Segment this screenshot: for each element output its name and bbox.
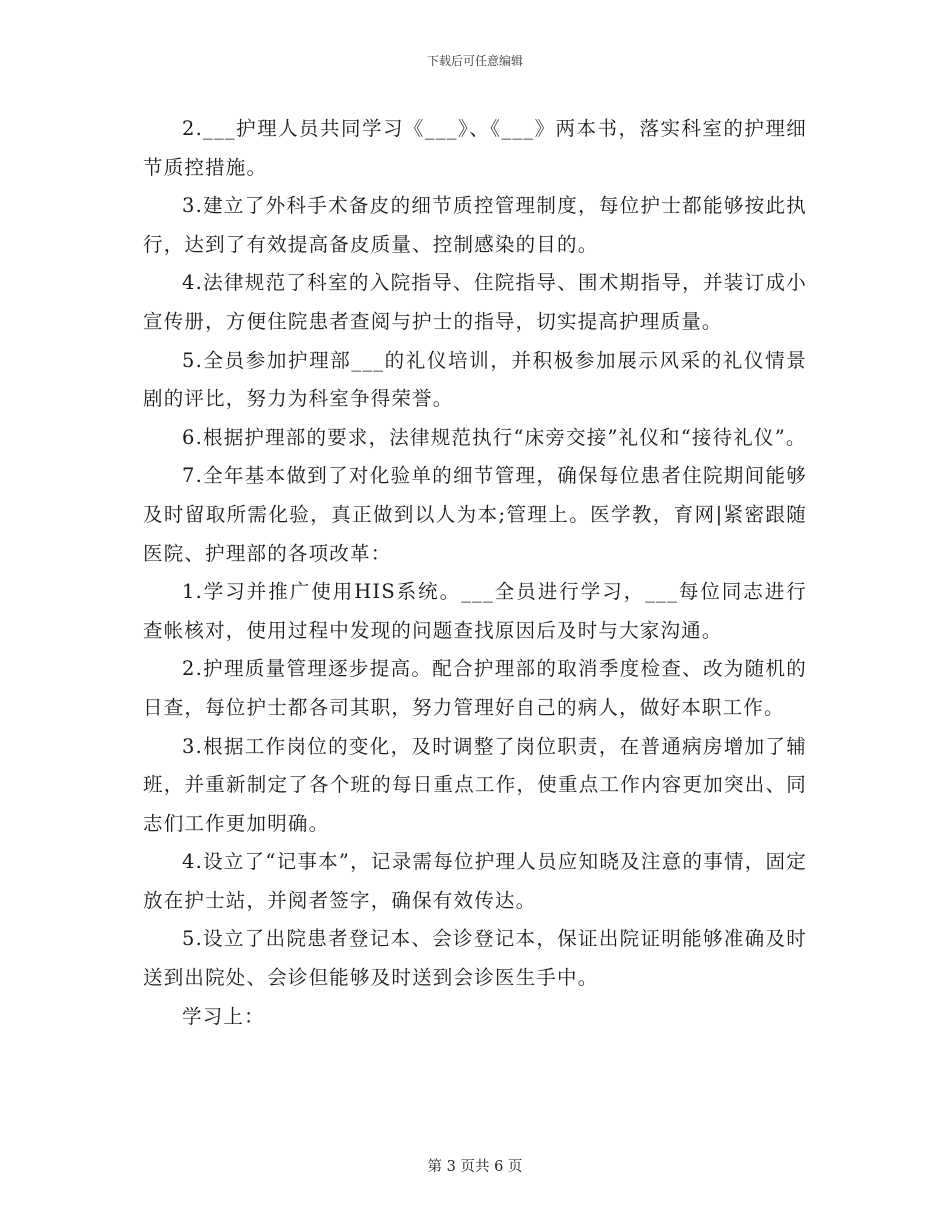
page-footer: 第 3 页共 6 页 [427, 1159, 523, 1175]
paragraph: 3.根据工作岗位的变化，及时调整了岗位职责，在普通病房增加了辅班，并重新制定了各个班的每日重点工作，使重点工作内容更加突出、同志们工作更加明确。 [143, 734, 807, 835]
paragraph: 5.设立了出院患者登记本、会诊登记本，保证出院证明能够准确及时送到出院处、会诊但能够及时送到会诊医生手中。 [143, 927, 807, 990]
page-header: 下载后可任意编辑 [426, 54, 523, 68]
paragraph: 1.学习并推广使用HIS系统。___全员进行学习，___每位同志进行查帐核对，使用过程中发现的问题查找原因后及时与大家沟通。 [143, 580, 807, 642]
document-body [143, 110, 807, 1036]
paragraph: 5.全员参加护理部___的礼仪培训，并积极参加展示风采的礼仪情景剧的评比，努力为科室争得荣誉。 [143, 348, 807, 411]
paragraph: 2.护理质量管理逐步提高。配合护理部的取消季度检查、改为随机的日查，每位护士都各司其职，努力管理好自己的病人，做好本职工作。 [143, 657, 807, 719]
paragraph: 2.___护理人员共同学习《___》、《___》两本书，落实科室的护理细节质控措施。 [143, 117, 807, 179]
paragraph: 7.全年基本做到了对化验单的细节管理，确保每位患者住院期间能够及时留取所需化验，真正做到以人为本;管理上。医学教，育网|紧密跟随医院、护理部的各项改革： [143, 464, 807, 565]
paragraph: 3.建立了外科手术备皮的细节质控管理制度，每位护士都能够按此执行，达到了有效提高备皮质量、控制感染的目的。 [143, 194, 807, 256]
paragraph: 学习上： [182, 1004, 265, 1028]
paragraph: 4.法律规范了科室的入院指导、住院指导、围术期指导，并装订成小宣传册，方便住院患者查阅与护士的指导，切实提高护理质量。 [143, 271, 807, 333]
paragraph: 6.根据护理部的要求，法律规范执行“床旁交接”礼仪和“接待礼仪”。 [182, 425, 807, 449]
paragraph: 4.设立了“记事本”，记录需每位护理人员应知晓及注意的事情，固定放在护士站，并阅者签字，确保有效传达。 [143, 850, 807, 912]
